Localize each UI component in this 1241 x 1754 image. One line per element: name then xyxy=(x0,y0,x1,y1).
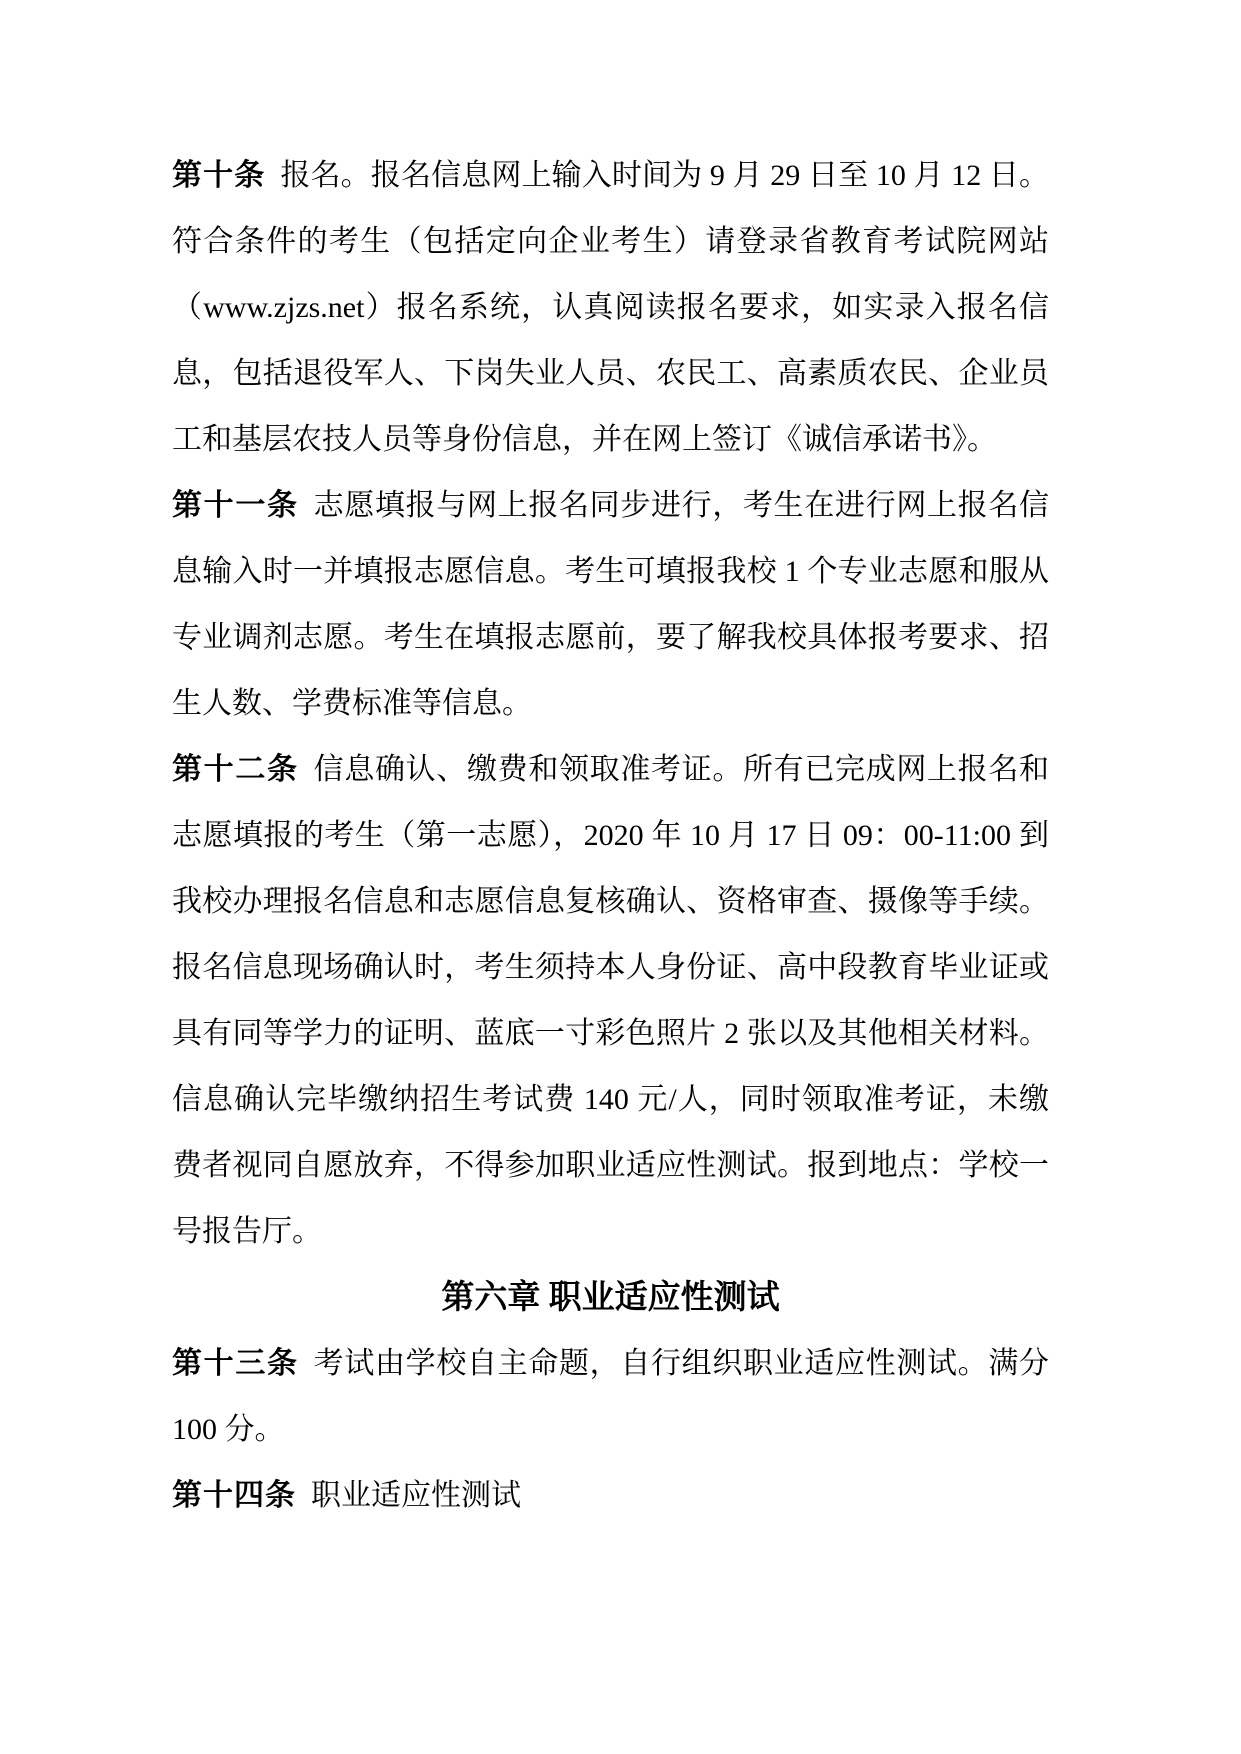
article-14-paragraph xyxy=(172,1463,1049,1529)
article-12-number: 第十二条 xyxy=(172,753,299,786)
article-13-text: 考试由学校自主命题，自行组织职业适应性测试。满分 100 分。 xyxy=(172,1347,1050,1446)
article-11-text: 志愿填报与网上报名同步进行，考生在进行网上报名信息输入时一并填报志愿信息。考生可填报我校 1 个专业志愿和服从专业调剂志愿。考生在填报志愿前，要了解我校具体报考要求、招生人数、学费标准等信息。 xyxy=(172,489,1050,720)
chapter-6-heading: 第六章 职业适应性测试 xyxy=(441,1280,780,1316)
article-12-paragraph xyxy=(172,737,1049,1265)
article-10-number: 第十条 xyxy=(172,159,266,192)
article-13-number: 第十三条 xyxy=(172,1347,299,1380)
article-13-paragraph xyxy=(172,1331,1049,1463)
article-10-text: 报名。报名信息网上输入时间为 9 月 29 日至 10 月 12 日。符合条件的考生（包括定向企业考生）请登录省教育考试院网站（www.zjzs.net）报名系统，认真阅读报名要求，如实录入报名信息，包括退役军人、下岗失业人员、农民工、高素质农民、企业员工和基层农技人员等身份信息，并在网上签订《诚信承诺书》。 xyxy=(172,159,1050,456)
article-11-number: 第十一条 xyxy=(172,489,299,522)
article-11-paragraph xyxy=(172,473,1049,737)
article-12-text: 信息确认、缴费和领取准考证。所有已完成网上报名和志愿填报的考生（第一志愿），2020 年 10 月 17 日 09：00-11:00 到我校办理报名信息和志愿信息复核确认、资格审查、摄像等手续。报名信息现场确认时，考生须持本人身份证、高中段教育毕业证或具有同等学力的证明、蓝底一寸彩色照片 2 张以及其他相关材料。信息确认完毕缴纳招生考试费 140 元/人，同时领取准考证，未缴费者视同自愿放弃，不得参加职业适应性测试。报到地点：学校一号报告厅。 xyxy=(172,753,1050,1248)
document-content xyxy=(172,143,1049,1529)
article-10-paragraph xyxy=(172,143,1049,473)
article-14-number: 第十四条 xyxy=(172,1479,296,1512)
article-14-text: 职业适应性测试 xyxy=(311,1479,521,1512)
